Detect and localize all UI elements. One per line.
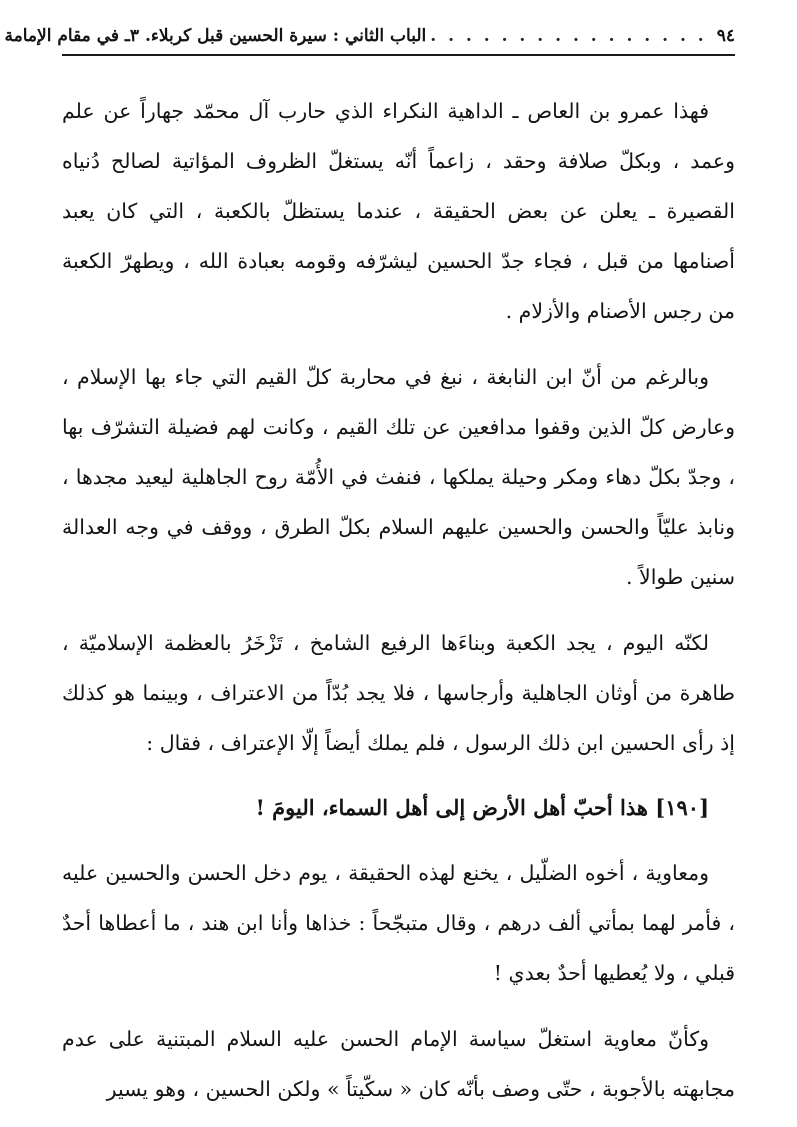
chapter-title: الباب الثاني : سيرة الحسين قبل كربلاء. ٣ـ في مقام الإمامة (4, 26, 427, 46)
running-header (4, 26, 735, 56)
body-text (62, 86, 735, 1114)
leader-dots: . . . . . . . . . . . . . . . . (430, 26, 707, 46)
paragraph-4: ومعاوية ، أخوه الضلّيل ، يخنع لهذه الحقيقة ، يوم دخل الحسن والحسين عليه ، فأمر لهما بمأتي ألف درهم ، وقال متبجّحاً : خذاها وأنا ابن هند ، ما أعطاها أحدٌ قبلي ، ولا يُعطيها أحدٌ بعدي ! (62, 861, 735, 985)
paragraph-2: وبالرغم من أنّ ابن النابغة ، نبغ في محاربة كلّ القيم التي جاء بها الإسلام ، وعارض كلّ الذين وقفوا مدافعين عن تلك القيم ، وكانت لهم فضيلة التشرّف بها ، وجدّ بكلّ دهاء ومكر وحيلة يملكها ، فنفث في الأُمّة روح الجاهلية ليعيد مجدها ، ونابذ عليّاً والحسن والحسين عليهم السلام بكلّ الطرق ، ووقف في وجه العدالة سنين طوالاً . (62, 365, 735, 589)
hadith-heading: [١٩٠] هذا أحبّ أهل الأرض إلى أهل السماء، اليومَ ! (255, 795, 709, 820)
paragraph-5: وكأنّ معاوية استغلّ سياسة الإمام الحسن عليه السلام المبتنية على عدم مجابهته بالأجوبة ، حتّى وصف بأنّه كان « سكّيتاً » ولكن الحسين ، وهو يسير (62, 1027, 735, 1101)
book-page (4, 26, 735, 1127)
paragraph-3: لكنّه اليوم ، يجد الكعبة وبناءَها الرفيع الشامخ ، تَزْخَرُ بالعظمة الإسلاميّة ، طاهرة من أوثان الجاهلية وأرجاسها ، فلا يجد بُدّاً من الاعتراف ، وبينما هو كذلك إذ رأى الحسين ابن ذلك الرسول ، فلم يملك أيضاً إلّا الإعتراف ، فقال : (62, 631, 735, 755)
paragraph-1: فهذا عمرو بن العاص ـ الداهية النكراء الذي حارب آل محمّد جهاراً عن علم وعمد ، وبكلّ صلافة وحقد ، زاعماً أنّه يستغلّ الظروف المؤاتية لصالح دُنياه القصيرة ـ يعلن عن بعض الحقيقة ، عندما يستظلّ بالكعبة ، التي كان يعبد أصنامها من قبل ، فجاء جدّ الحسين ليشرّفه وقومه بعبادة الله ، ويطهرّ الكعبة من رجس الأصنام والأزلام . (62, 99, 735, 323)
page-number: ٩٤ (716, 26, 735, 46)
